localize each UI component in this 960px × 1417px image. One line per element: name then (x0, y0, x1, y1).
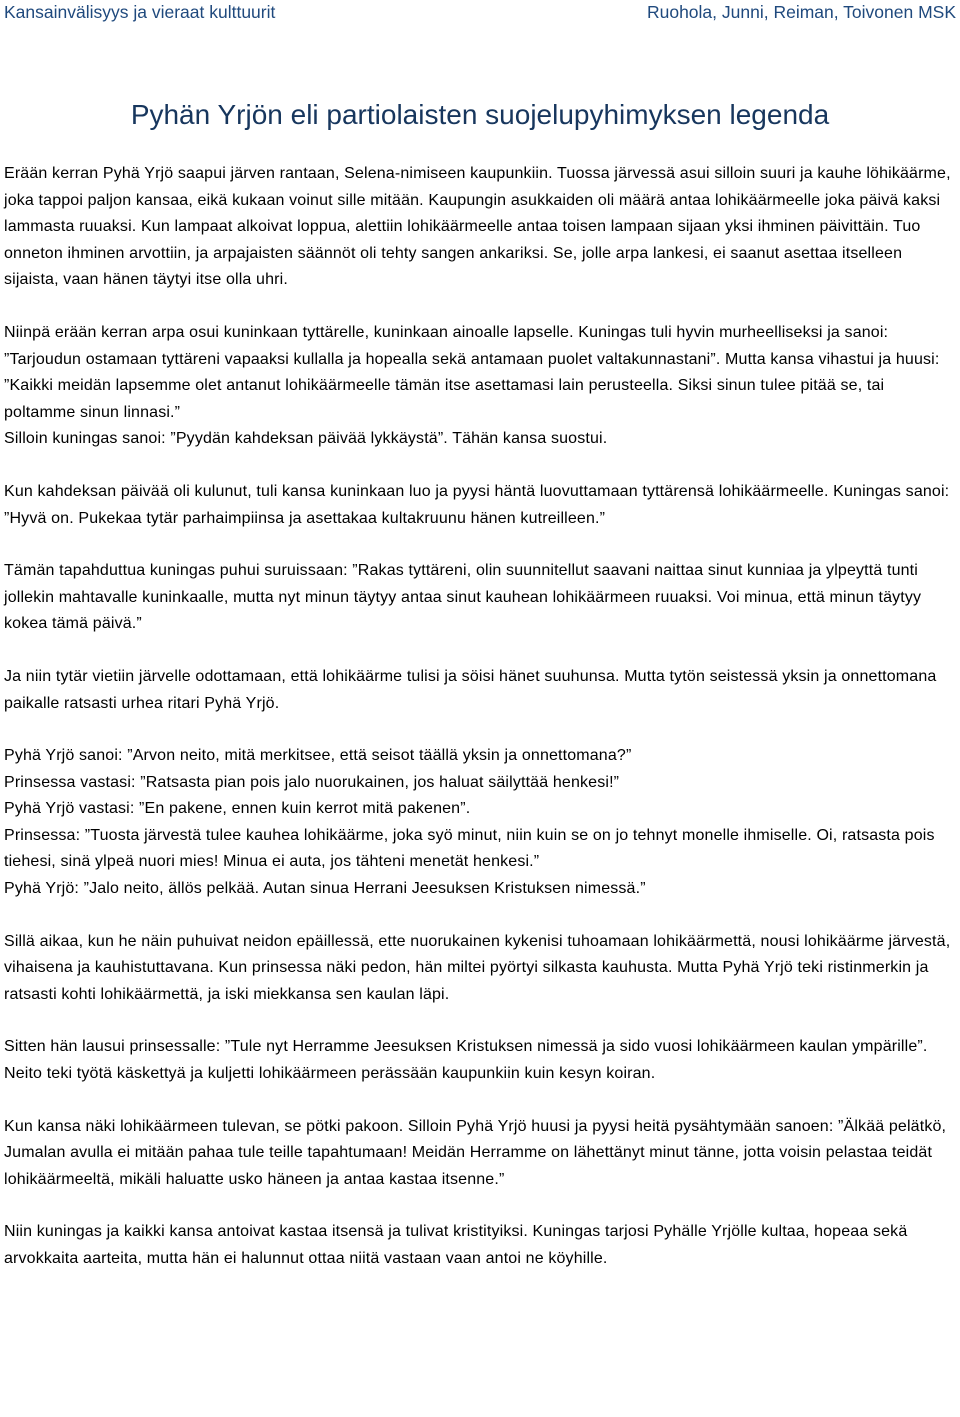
paragraph-battle: Sillä aikaa, kun he näin puhuivat neidon epäillessä, ette nuorukainen kykenisi tuhoamaan lohikäärmettä, nousi lohikäärme järvestä, vihaisena ja kauhistuttavana. Kun prinsessa näki pedon, hän miltei pyörtyi silkasta kauhusta. Mutta Pyhä Yrjö teki ristinmerkin ja ratsasti kohti lohikäärmettä, ja iski miekkansa sen kaulan läpi. (4, 932, 951, 1003)
paragraph-intro: Erään kerran Pyhä Yrjö saapui järven rantaan, Selena-nimiseen kaupunkiin. Tuossa järvessä asui silloin suuri ja kauhe löhikäärme, joka tappoi paljon kansaa, eikä kukaan voinut sille mitään. Kaupungin asukkaiden oli määrä antaa lohikäärmeelle joka päivä kaksi lammasta ruuaksi. Kun lampaat alkoivat loppua, alettiin lohikäärmeelle antaa toisen lampaan sijaan yksi ihminen päivittäin. Tuo onneton ihminen arvottiin, ja arpajaisten säännöt oli tehty sangen ankariksi. Se, jolle arpa lankesi, ei saanut asettaa itselleen sijaista, vaan hänen täytyi itse olla uhri. (4, 165, 951, 289)
paragraph-leash: Sitten hän lausui prinsessalle: ”Tule nyt Herramme Jeesuksen Kristuksen nimessä ja sido vuosi lohikäärmeen kaulan ympärille”. Neito teki työtä käskettyä ja kuljetti lohikäärmeen perässään kaupunkiin kuin kesyn koiran. (4, 1038, 928, 1083)
paragraph-baptism-call: Kun kansa näki lohikäärmeen tulevan, se pötki pakoon. Silloin Pyhä Yrjö huusi ja pyysi heitä pysähtymään sanoen: ”Älkää pelätkö, Jumalan avulla ei mitään pahaa tule teille tapahtumaan! Meidän Herramme on lähettänyt minut tänne, jotta voisin pelastaa teidät lohikäärmeeltä, mikäli haluatte usko häneen ja antaa kastaa itsenne.” (4, 1117, 947, 1188)
paragraph-arrival: Ja niin tytär vietiin järvelle odottamaan, että lohikäärme tulisi ja söisi hänet suuhunsa. Mutta tytön seistessä yksin ja onnettomana paikalle ratsasti urhea ritari Pyhä Yrjö. (4, 667, 937, 712)
dialogue-line: Pyhä Yrjö sanoi: ”Arvon neito, mitä merkitsee, että seisot täällä yksin ja onnettomana?” (4, 747, 632, 765)
document-title: Pyhän Yrjön eli partiolaisten suojelupyhimyksen legenda (130, 99, 830, 130)
paragraph-surrender: Kun kahdeksan päivää oli kulunut, tuli kansa kuninkaan luo ja pyysi häntä luovuttamaan tyttärensä lohikäärmeelle. Kuningas sanoi: ”Hyvä on. Pukekaa tytär parhaimpiinsa ja asettakaa kultakruunu hänen kutreilleen.” (4, 482, 950, 527)
dialogue-line: Prinsessa vastasi: ”Ratsasta pian pois jalo nuorukainen, jos haluat säilyttää henkesi!” (4, 773, 620, 791)
paragraph-delay: Silloin kuningas sanoi: ”Pyydän kahdeksan päivää lykkäystä”. Tähän kansa suostui. (4, 430, 608, 448)
paragraph-lottery: Niinpä erään kerran arpa osui kuninkaan tyttärelle, kuninkaan ainoalle lapselle. Kuningas tuli hyvin murheelliseksi ja sanoi: ”Tarjoudun ostamaan tyttäreni vapaaksi kullalla ja hopealla sekä antamaan puolet valtakunnastani”. Mutta kansa vihastui ja huusi: ”Kaikki meidän lapsemme olet antanut lohikäärmeelle tämän itse asettamasi lain perusteella. Siksi sinun tulee pitää se, tai poltamme sinun linnasi.” (4, 323, 940, 421)
header-course-title: Kansainvälisyys ja vieraat kulttuurit (4, 2, 276, 22)
header-authors: Ruohola, Junni, Reiman, Toivonen MSK (646, 2, 956, 22)
paragraph-lament: Tämän tapahduttua kuningas puhui suruissaan: ”Rakas tyttäreni, olin suunnitellut saavani naittaa sinut kunniaa ja ylpeyttä tunti jollekin mahtavalle kuninkaalle, mutta nyt minun täytyy antaa sinut kauhean lohikäärmeen ruuaksi. Voi minua, että minun täytyy kokea tämä päivä.” (4, 562, 922, 633)
dialogue-line: Prinsessa: ”Tuosta järvestä tulee kauhea lohikäärme, joka syö minut, niin kuin se on jo tehnyt monelle ihmiselle. Oi, ratsasta pois tiehesi, sinä ylpeä nuori mies! Minua ei auta, jos tähteni menetät henkesi.” (4, 826, 935, 871)
dialogue-line: Pyhä Yrjö vastasi: ”En pakene, ennen kuin kerrot mitä pakenen”. (4, 800, 471, 818)
document-body (4, 161, 956, 1299)
dialogue-line: Pyhä Yrjö: ”Jalo neito, ällös pelkää. Autan sinua Herrani Jeesuksen Kristuksen nimessä.” (4, 880, 646, 898)
page-header (4, 2, 956, 24)
paragraph-ending: Niin kuningas ja kaikki kansa antoivat kastaa itsensä ja tulivat kristityiksi. Kuningas tarjosi Pyhälle Yrjölle kultaa, hopeaa sekä arvokkaita aarteita, mutta hän ei halunnut ottaa niitä vastaan vaan antoi ne köyhille. (4, 1223, 908, 1267)
